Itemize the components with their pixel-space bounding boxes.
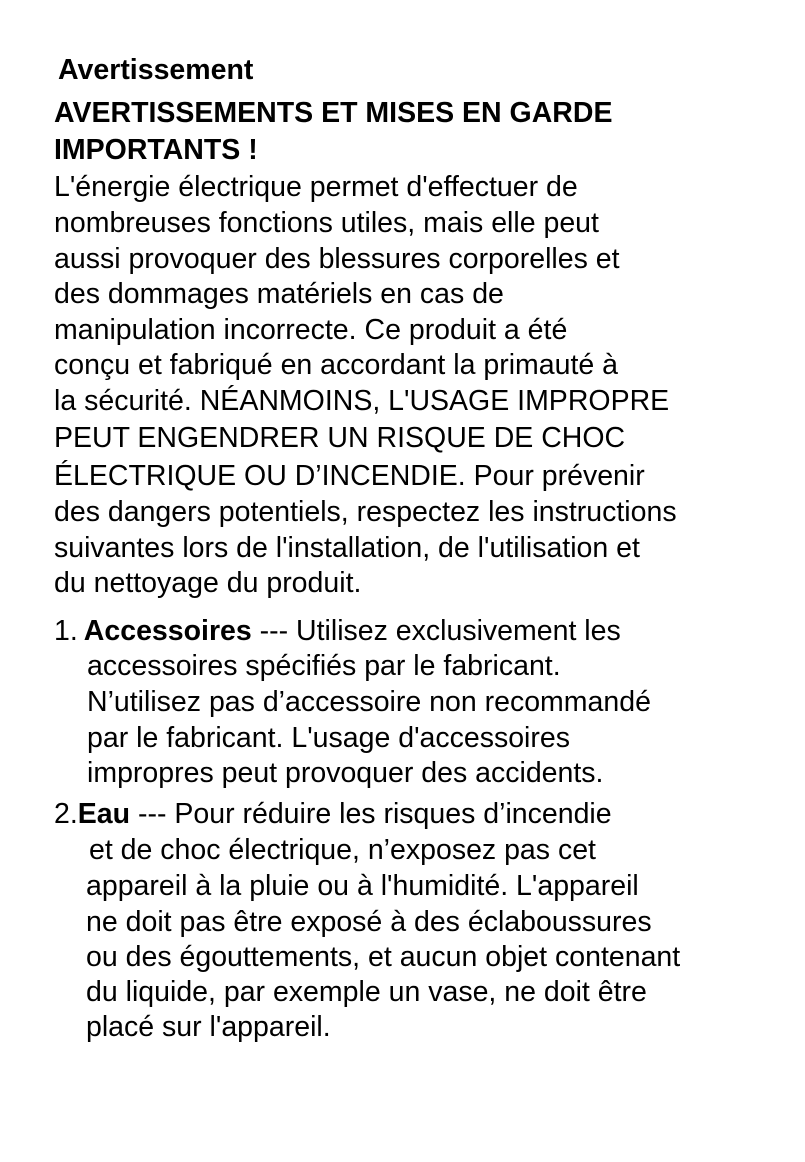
- intro-line: du nettoyage du produit.: [54, 567, 362, 599]
- list-item-title: Accessoires: [83, 615, 252, 647]
- section-heading: Avertissement: [58, 54, 254, 86]
- intro-line: L'énergie électrique permet d'effectuer de: [54, 171, 578, 203]
- list-item-2-first-line: [54, 797, 612, 831]
- intro-line: suivantes lors de l'installation, de l'utilisation et: [54, 532, 640, 564]
- intro-line: manipulation incorrecte. Ce produit a été: [54, 314, 568, 346]
- list-item-line: ne doit pas être exposé à des éclaboussures: [86, 906, 652, 938]
- list-item-line: et de choc électrique, n’exposez pas cet: [89, 834, 596, 866]
- list-item-line: impropres peut provoquer des accidents.: [87, 757, 604, 789]
- list-item-text: --- Pour réduire les risques d’incendie: [130, 798, 612, 830]
- list-item-1-first-line: [54, 614, 621, 648]
- intro-line: aussi provoquer des blessures corporelles et: [54, 243, 620, 275]
- intro-line: nombreuses fonctions utiles, mais elle peut: [54, 207, 599, 239]
- subheading-line-1: AVERTISSEMENTS ET MISES EN GARDE: [54, 97, 613, 129]
- list-item-number: 2.: [54, 798, 78, 830]
- intro-line: des dangers potentiels, respectez les instructions: [54, 496, 677, 528]
- list-item-line: par le fabricant. L'usage d'accessoires: [87, 722, 570, 754]
- subheading-line-2: IMPORTANTS !: [54, 134, 258, 166]
- list-item-text: --- Utilisez exclusivement les: [251, 615, 621, 647]
- intro-line: conçu et fabriqué en accordant la primauté à: [54, 349, 619, 381]
- list-item-line: accessoires spécifiés par le fabricant.: [87, 650, 561, 682]
- intro-line: ÉLECTRIQUE OU D’INCENDIE. Pour prévenir: [54, 460, 645, 492]
- intro-line: PEUT ENGENDRER UN RISQUE DE CHOC: [54, 422, 626, 454]
- intro-line: la sécurité. NÉANMOINS, L'USAGE IMPROPRE: [54, 385, 670, 417]
- list-item-line: ou des égouttements, et aucun objet contenant: [86, 941, 681, 973]
- list-item-title: Eau: [77, 798, 131, 830]
- list-item-number: 1.: [54, 615, 78, 647]
- list-item-line: appareil à la pluie ou à l'humidité. L'appareil: [86, 870, 639, 902]
- list-item-line: placé sur l'appareil.: [86, 1011, 331, 1043]
- list-item-line: N’utilisez pas d’accessoire non recommandé: [87, 686, 651, 718]
- intro-line: des dommages matériels en cas de: [54, 278, 504, 310]
- list-item-line: du liquide, par exemple un vase, ne doit être: [86, 976, 647, 1008]
